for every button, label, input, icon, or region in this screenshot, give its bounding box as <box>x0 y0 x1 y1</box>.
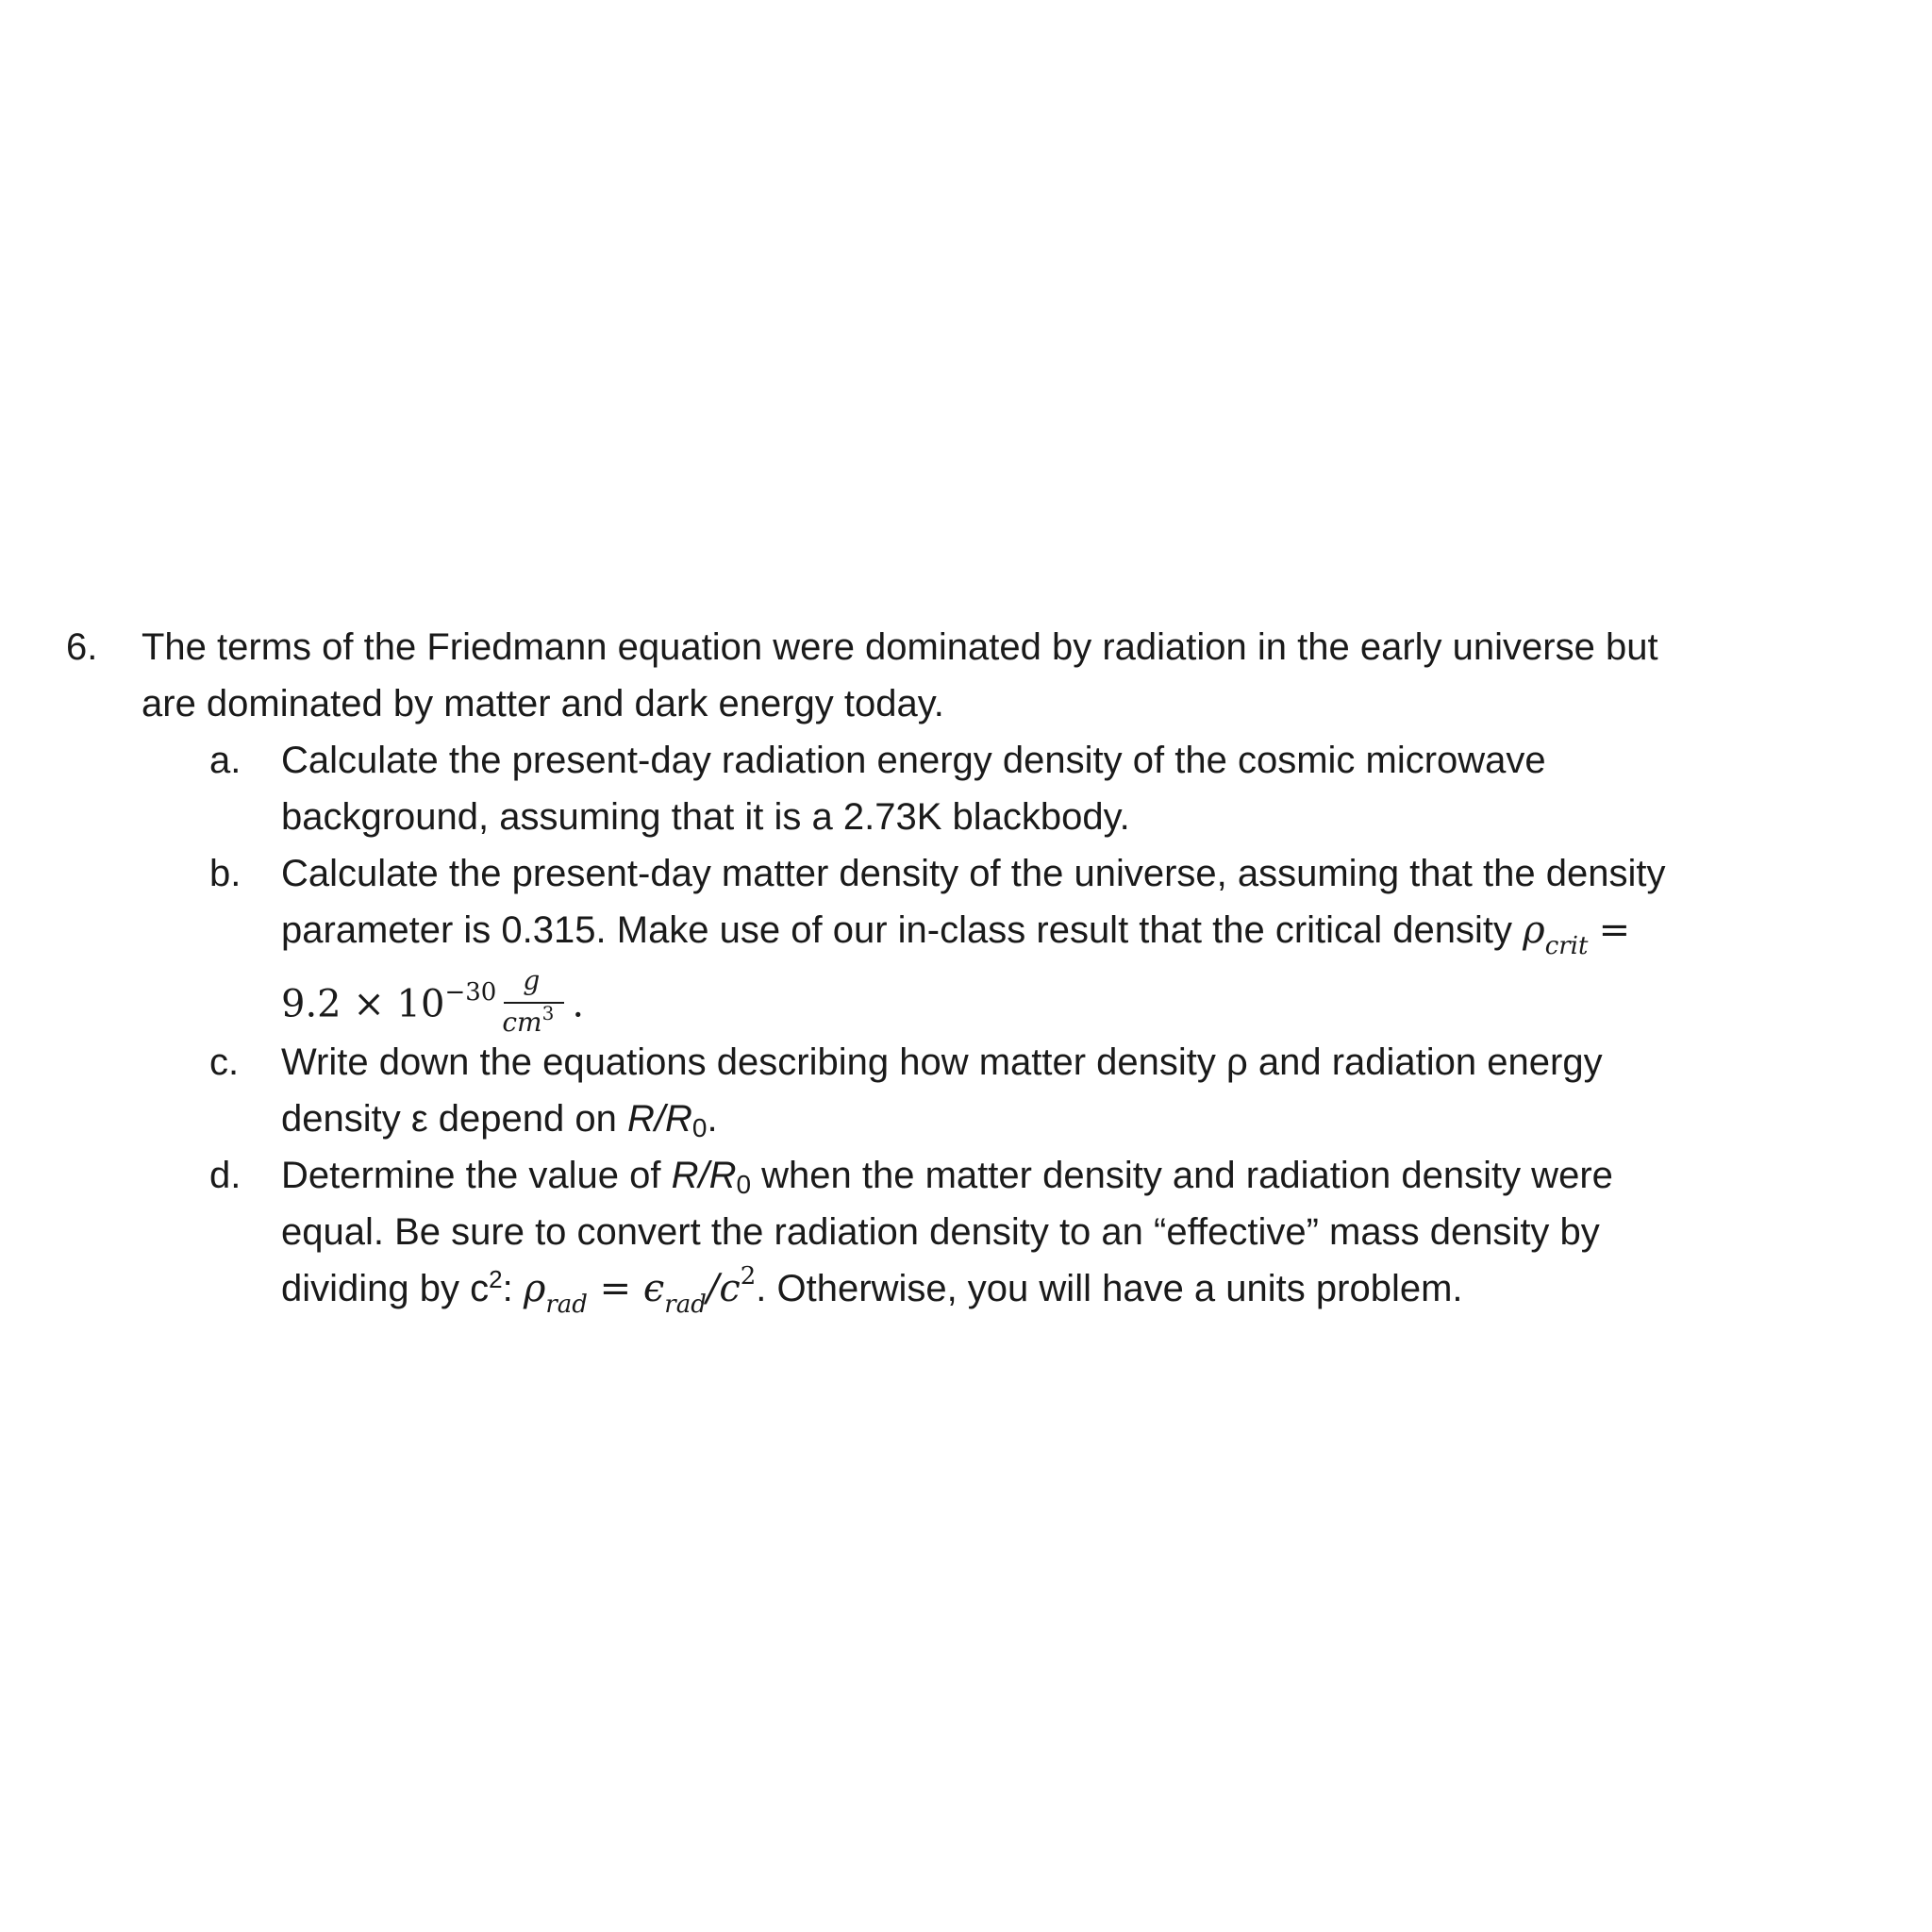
critical-density-mantissa: 9.2 × 10 <box>281 982 445 1026</box>
part-d-line-1: Determine the value of R/R0 when the matter density and radiation density were <box>281 1155 1613 1199</box>
part-b-line-1: Calculate the present-day matter density of the universe, assuming that the density <box>281 853 1666 894</box>
part-d-line-3: dividing by $c^2$: $\rho_{rad} = \epsilon_{rad}/c^2$. Otherwise, you will have a units problem. <box>281 1262 1463 1319</box>
equals-sign: = <box>1598 908 1631 952</box>
problem-number: 6. <box>66 626 98 668</box>
rho-rad-symbol: $\rho_{rad}$ <box>523 1267 588 1319</box>
part-b-letter: b. <box>209 853 242 894</box>
part-a-line-1: Calculate the present-day radiation energy density of the cosmic microwave <box>281 740 1546 781</box>
units-fraction: $\frac{g}{cm^3}$ <box>502 972 572 1041</box>
problem-text-line-1: The terms of the Friedmann equation were dominated by radiation in the early universe but <box>142 626 1658 668</box>
critical-density-exponent: −30 <box>444 977 497 1007</box>
rho-crit-symbol: $\rho_{crit}$ <box>1523 908 1589 960</box>
ratio-r-r0: R/R0 <box>627 1098 708 1142</box>
ratio-r-r0: R/R0 <box>671 1155 752 1199</box>
part-c-line-2: density ε depend on R/R0. <box>281 1098 718 1142</box>
part-b-line-3: $9.2 \times 10^{-30}$ $\frac{g}{cm^3}$ . <box>281 972 584 1041</box>
part-b-line-2 <box>281 908 1631 960</box>
part-b-line-2-text: parameter is 0.315. Make use of our in-class result that the critical density <box>281 909 1513 951</box>
problem-text-line-2: are dominated by matter and dark energy today. <box>142 683 944 724</box>
epsilon-rad-symbol: $\epsilon_{rad}/c^2$ <box>642 1262 757 1319</box>
part-c-line-1: Write down the equations describing how matter density ρ and radiation energy <box>281 1041 1603 1083</box>
part-a-letter: a. <box>209 740 242 781</box>
part-c-letter: c. <box>209 1041 240 1083</box>
part-d-letter: d. <box>209 1155 242 1196</box>
part-a-line-2: background, assuming that it is a 2.73K blackbody. <box>281 796 1130 838</box>
part-d-line-2: equal. Be sure to convert the radiation density to an “effective” mass density by <box>281 1211 1600 1253</box>
